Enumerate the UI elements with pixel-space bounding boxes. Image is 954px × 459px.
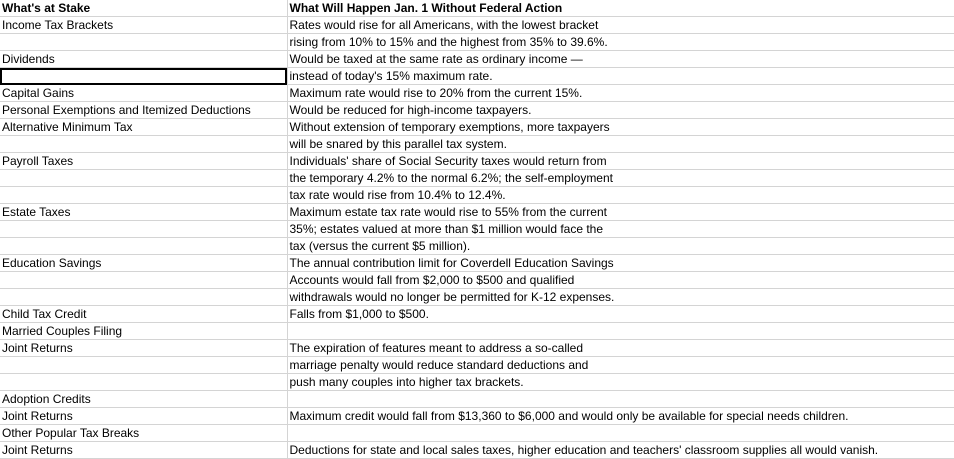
- cell-a[interactable]: [0, 221, 287, 238]
- cell-b[interactable]: will be snared by this parallel tax system.: [287, 136, 954, 153]
- cell-a[interactable]: Joint Returns: [0, 408, 287, 425]
- cell-b[interactable]: the temporary 4.2% to the normal 6.2%; the self-employment: [287, 170, 954, 187]
- cell-b[interactable]: [287, 323, 954, 340]
- table-row: [0, 272, 954, 289]
- cell-b[interactable]: [287, 391, 954, 408]
- cell-b[interactable]: Would be reduced for high-income taxpayers.: [287, 102, 954, 119]
- cell-b[interactable]: tax (versus the current $5 million).: [287, 238, 954, 255]
- cell-a[interactable]: [0, 34, 287, 51]
- table-row: [0, 340, 954, 357]
- cell-b[interactable]: marriage penalty would reduce standard deductions and: [287, 357, 954, 374]
- cell-a[interactable]: Personal Exemptions and Itemized Deductions: [0, 102, 287, 119]
- cell-a[interactable]: Estate Taxes: [0, 204, 287, 221]
- header-row: [0, 0, 954, 17]
- cell-b[interactable]: Falls from $1,000 to $500.: [287, 306, 954, 323]
- cell-b[interactable]: instead of today's 15% maximum rate.: [287, 68, 954, 85]
- table-row: [0, 187, 954, 204]
- cell-b[interactable]: Maximum rate would rise to 20% from the current 15%.: [287, 85, 954, 102]
- table-row: [0, 289, 954, 306]
- cell-a[interactable]: [0, 187, 287, 204]
- selected-cell[interactable]: [0, 68, 287, 85]
- table-row: [0, 408, 954, 425]
- cell-a[interactable]: Joint Returns: [0, 340, 287, 357]
- table-row: [0, 425, 954, 442]
- cell-b[interactable]: The annual contribution limit for Coverdell Education Savings: [287, 255, 954, 272]
- cell-a[interactable]: [0, 374, 287, 391]
- cell-b[interactable]: Deductions for state and local sales taxes, higher education and teachers' classroom supplies all would vanish.: [287, 442, 954, 459]
- cell-b[interactable]: Without extension of temporary exemptions, more taxpayers: [287, 119, 954, 136]
- table-row: [0, 255, 954, 272]
- table-row: [0, 170, 954, 187]
- cell-b[interactable]: withdrawals would no longer be permitted for K-12 expenses.: [287, 289, 954, 306]
- table-row: [0, 136, 954, 153]
- cell-b[interactable]: Individuals' share of Social Security taxes would return from: [287, 153, 954, 170]
- cell-b[interactable]: Rates would rise for all Americans, with the lowest bracket: [287, 17, 954, 34]
- cell-b[interactable]: Maximum credit would fall from $13,360 to $6,000 and would only be available for special needs children.: [287, 408, 954, 425]
- cell-a[interactable]: Income Tax Brackets: [0, 17, 287, 34]
- cell-a[interactable]: [0, 238, 287, 255]
- cell-a[interactable]: [0, 136, 287, 153]
- cell-a[interactable]: Child Tax Credit: [0, 306, 287, 323]
- table-row: [0, 153, 954, 170]
- column-header-whats-at-stake[interactable]: What's at Stake: [0, 0, 287, 17]
- cell-a[interactable]: Alternative Minimum Tax: [0, 119, 287, 136]
- cell-b[interactable]: Would be taxed at the same rate as ordinary income —: [287, 51, 954, 68]
- table-row: [0, 357, 954, 374]
- cell-a[interactable]: Adoption Credits: [0, 391, 287, 408]
- table-row: [0, 68, 954, 85]
- cell-a[interactable]: Capital Gains: [0, 85, 287, 102]
- table-row: [0, 391, 954, 408]
- cell-b[interactable]: [287, 425, 954, 442]
- column-header-what-will-happen[interactable]: What Will Happen Jan. 1 Without Federal Action: [287, 0, 954, 17]
- cell-a[interactable]: [0, 289, 287, 306]
- cell-b[interactable]: The expiration of features meant to address a so-called: [287, 340, 954, 357]
- table-row: [0, 17, 954, 34]
- cell-a[interactable]: Payroll Taxes: [0, 153, 287, 170]
- table-row: [0, 442, 954, 459]
- cell-b[interactable]: Accounts would fall from $2,000 to $500 and qualified: [287, 272, 954, 289]
- cell-a[interactable]: [0, 272, 287, 289]
- cell-a[interactable]: [0, 170, 287, 187]
- table-row: [0, 102, 954, 119]
- table-row: [0, 119, 954, 136]
- table-row: [0, 323, 954, 340]
- cell-b[interactable]: Maximum estate tax rate would rise to 55% from the current: [287, 204, 954, 221]
- cell-a[interactable]: Other Popular Tax Breaks: [0, 425, 287, 442]
- cell-a[interactable]: Married Couples Filing: [0, 323, 287, 340]
- table-row: [0, 85, 954, 102]
- table-row: [0, 204, 954, 221]
- cell-b[interactable]: push many couples into higher tax brackets.: [287, 374, 954, 391]
- cell-a[interactable]: Joint Returns: [0, 442, 287, 459]
- cell-b[interactable]: rising from 10% to 15% and the highest from 35% to 39.6%.: [287, 34, 954, 51]
- table-row: [0, 221, 954, 238]
- cell-b[interactable]: 35%; estates valued at more than $1 million would face the: [287, 221, 954, 238]
- cell-b[interactable]: tax rate would rise from 10.4% to 12.4%.: [287, 187, 954, 204]
- cell-a[interactable]: Education Savings: [0, 255, 287, 272]
- table-row: [0, 306, 954, 323]
- table-row: [0, 374, 954, 391]
- table-row: [0, 34, 954, 51]
- cell-a[interactable]: Dividends: [0, 51, 287, 68]
- table-row: [0, 51, 954, 68]
- cell-a[interactable]: [0, 357, 287, 374]
- table-row: [0, 238, 954, 255]
